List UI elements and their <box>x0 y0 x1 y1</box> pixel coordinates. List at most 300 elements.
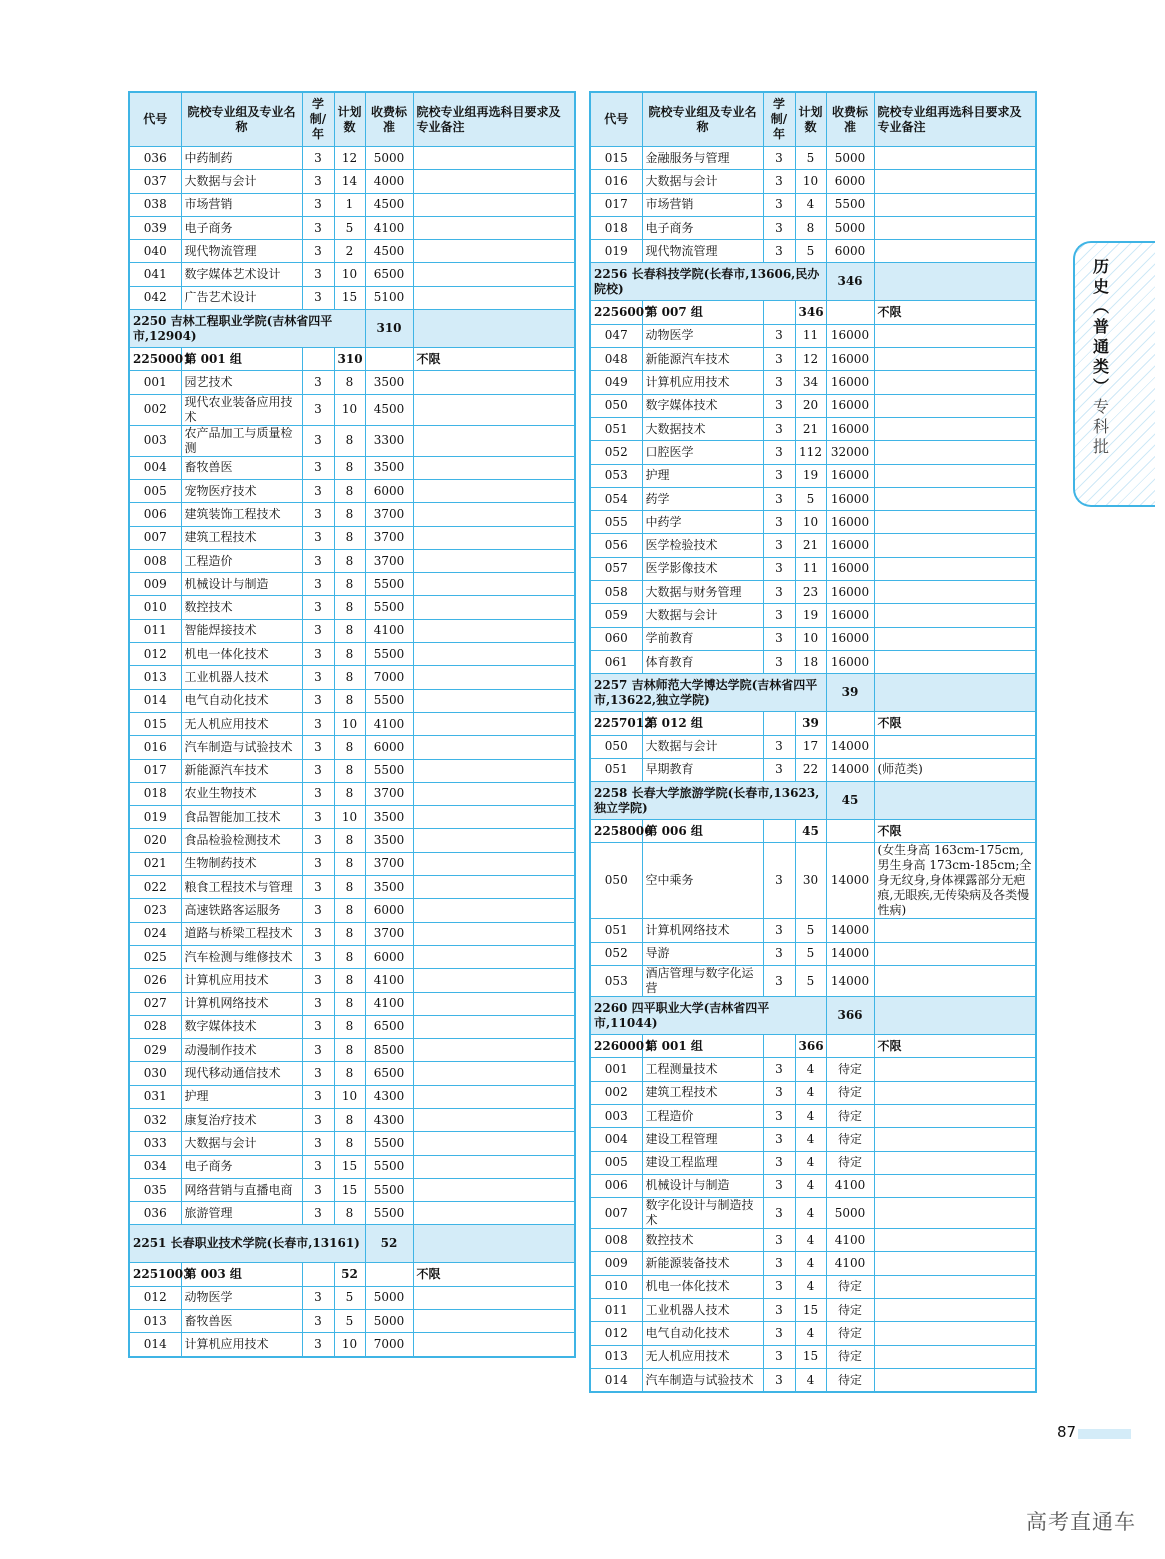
major-name: 汽车制造与试验技术 <box>181 736 302 759</box>
major-plan: 4 <box>795 1275 826 1298</box>
table-body-left <box>129 147 575 1357</box>
major-row <box>590 735 1036 758</box>
major-fee: 4100 <box>365 992 413 1015</box>
major-years: 3 <box>302 992 334 1015</box>
major-fee: 5500 <box>365 596 413 619</box>
major-plan: 8 <box>334 526 365 549</box>
major-fee: 4300 <box>365 1085 413 1108</box>
major-note <box>874 1058 1036 1081</box>
major-note <box>413 549 575 572</box>
major-code: 041 <box>129 263 181 286</box>
major-row <box>129 263 575 286</box>
major-note <box>874 1368 1036 1392</box>
major-fee: 4100 <box>826 1174 874 1197</box>
major-code: 013 <box>129 666 181 689</box>
group-name: 第 007 组 <box>642 301 763 324</box>
major-code: 049 <box>590 371 642 394</box>
major-name: 食品检验检测技术 <box>181 829 302 852</box>
major-fee: 5500 <box>826 193 874 216</box>
major-plan: 4 <box>795 1081 826 1104</box>
major-row <box>590 1081 1036 1104</box>
major-years: 3 <box>302 147 334 170</box>
major-plan: 8 <box>334 371 365 394</box>
major-plan: 8 <box>334 852 365 875</box>
major-plan: 15 <box>795 1298 826 1321</box>
major-years: 3 <box>763 371 795 394</box>
major-row <box>129 1310 575 1333</box>
major-row <box>129 193 575 216</box>
major-row <box>129 240 575 263</box>
major-row <box>129 573 575 596</box>
major-code: 051 <box>590 758 642 781</box>
major-row <box>129 503 575 526</box>
side-tab-char: 科 <box>1092 417 1109 436</box>
major-years: 3 <box>302 829 334 852</box>
major-plan: 10 <box>334 394 365 425</box>
group-fee <box>826 820 874 843</box>
major-plan: 10 <box>795 170 826 193</box>
major-fee: 4000 <box>365 170 413 193</box>
major-code: 039 <box>129 216 181 239</box>
major-years: 3 <box>302 503 334 526</box>
major-fee: 6500 <box>365 1062 413 1085</box>
major-row <box>590 534 1036 557</box>
school-plan: 39 <box>826 674 874 712</box>
major-plan: 12 <box>334 147 365 170</box>
major-years: 3 <box>302 1062 334 1085</box>
major-fee: 3700 <box>365 922 413 945</box>
major-code: 014 <box>129 689 181 712</box>
major-row <box>590 843 1036 919</box>
major-name: 口腔医学 <box>642 441 763 464</box>
major-plan: 34 <box>795 371 826 394</box>
page-number: 87 <box>1057 1423 1077 1441</box>
major-note <box>874 557 1036 580</box>
major-name: 市场营销 <box>642 193 763 216</box>
group-code: 2256007 <box>590 301 642 324</box>
major-note <box>413 969 575 992</box>
major-years: 3 <box>302 666 334 689</box>
major-plan: 4 <box>795 1128 826 1151</box>
major-row <box>129 945 575 968</box>
major-plan: 23 <box>795 581 826 604</box>
major-years: 3 <box>763 534 795 557</box>
side-tab-char: ︶ <box>1092 377 1109 396</box>
major-name: 无人机应用技术 <box>642 1345 763 1368</box>
school-row <box>590 782 1036 820</box>
major-fee: 6000 <box>365 479 413 502</box>
major-years: 3 <box>763 627 795 650</box>
major-name: 高速铁路客运服务 <box>181 899 302 922</box>
major-years: 3 <box>302 1085 334 1108</box>
major-code: 019 <box>129 806 181 829</box>
major-name: 生物制药技术 <box>181 852 302 875</box>
group-row <box>590 820 1036 843</box>
major-name: 大数据与会计 <box>642 170 763 193</box>
major-fee: 16000 <box>826 348 874 371</box>
major-note <box>413 147 575 170</box>
major-plan: 5 <box>795 240 826 263</box>
major-row <box>590 942 1036 965</box>
major-name: 网络营销与直播电商 <box>181 1178 302 1201</box>
school-note <box>874 997 1036 1035</box>
major-code: 051 <box>590 417 642 440</box>
major-note <box>413 899 575 922</box>
major-note <box>874 581 1036 604</box>
major-note <box>413 1333 575 1357</box>
major-row <box>129 806 575 829</box>
major-fee: 6000 <box>365 736 413 759</box>
major-plan: 14 <box>334 170 365 193</box>
page-number-bar <box>1078 1429 1131 1439</box>
major-code: 032 <box>129 1108 181 1131</box>
major-fee: 3500 <box>365 456 413 479</box>
major-code: 005 <box>129 479 181 502</box>
major-code: 037 <box>129 170 181 193</box>
school-note <box>874 263 1036 301</box>
major-code: 059 <box>590 604 642 627</box>
major-note <box>413 1310 575 1333</box>
major-fee: 3700 <box>365 526 413 549</box>
major-years: 3 <box>763 919 795 942</box>
major-note <box>413 806 575 829</box>
major-code: 020 <box>129 829 181 852</box>
major-years: 3 <box>302 263 334 286</box>
major-code: 010 <box>129 596 181 619</box>
school-row <box>590 997 1036 1035</box>
major-row <box>129 1132 575 1155</box>
major-years: 3 <box>763 1252 795 1275</box>
major-row <box>129 170 575 193</box>
major-code: 029 <box>129 1039 181 1062</box>
major-years: 3 <box>763 581 795 604</box>
major-name: 空中乘务 <box>642 843 763 919</box>
group-code: 2251003 <box>129 1263 181 1286</box>
major-row <box>129 992 575 1015</box>
major-fee: 4500 <box>365 240 413 263</box>
major-plan: 10 <box>334 806 365 829</box>
major-fee: 16000 <box>826 604 874 627</box>
major-plan: 1 <box>334 193 365 216</box>
major-fee: 16000 <box>826 557 874 580</box>
major-name: 电子商务 <box>181 1155 302 1178</box>
group-plan: 45 <box>795 820 826 843</box>
major-row <box>590 324 1036 347</box>
major-plan: 21 <box>795 534 826 557</box>
major-fee: 4100 <box>826 1229 874 1252</box>
major-note <box>874 193 1036 216</box>
major-row <box>129 1155 575 1178</box>
major-name: 建筑工程技术 <box>642 1081 763 1104</box>
major-code: 016 <box>129 736 181 759</box>
group-name: 第 012 组 <box>642 712 763 735</box>
major-name: 机械设计与制造 <box>642 1174 763 1197</box>
group-fee <box>826 301 874 324</box>
major-years: 3 <box>302 619 334 642</box>
header-fee: 收费标准 <box>826 92 874 147</box>
major-name: 智能焊接技术 <box>181 619 302 642</box>
major-code: 040 <box>129 240 181 263</box>
table-header-row <box>590 92 1036 147</box>
major-row <box>129 1015 575 1038</box>
major-row <box>590 348 1036 371</box>
major-row <box>590 557 1036 580</box>
major-plan: 5 <box>795 966 826 997</box>
major-row <box>590 371 1036 394</box>
major-years: 3 <box>763 147 795 170</box>
major-row <box>590 240 1036 263</box>
group-note: 不限 <box>413 1263 575 1286</box>
major-row <box>129 456 575 479</box>
major-fee: 5000 <box>365 1286 413 1309</box>
major-plan: 5 <box>334 216 365 239</box>
major-fee: 14000 <box>826 966 874 997</box>
table-header-row <box>129 92 575 147</box>
major-name: 工程测量技术 <box>642 1058 763 1081</box>
school-plan: 52 <box>365 1225 413 1263</box>
major-plan: 5 <box>795 942 826 965</box>
major-plan: 8 <box>334 899 365 922</box>
major-note <box>413 945 575 968</box>
major-years: 3 <box>763 1128 795 1151</box>
major-row <box>129 216 575 239</box>
major-name: 计算机应用技术 <box>181 1333 302 1357</box>
major-years: 3 <box>302 425 334 456</box>
major-note <box>413 240 575 263</box>
major-code: 010 <box>590 1275 642 1298</box>
major-note <box>874 147 1036 170</box>
major-fee: 8500 <box>365 1039 413 1062</box>
major-fee: 待定 <box>826 1368 874 1392</box>
major-row <box>129 969 575 992</box>
major-code: 047 <box>590 324 642 347</box>
major-row <box>129 549 575 572</box>
side-tab-char: 批 <box>1092 437 1109 456</box>
admission-table-left <box>128 91 576 1358</box>
major-plan: 5 <box>334 1286 365 1309</box>
major-plan: 10 <box>334 1333 365 1357</box>
major-note <box>413 425 575 456</box>
side-tab-char: 历 <box>1092 257 1109 276</box>
major-years: 3 <box>302 1039 334 1062</box>
major-plan: 8 <box>334 549 365 572</box>
major-plan: 5 <box>795 919 826 942</box>
side-tab-char: 通 <box>1092 337 1109 356</box>
major-plan: 8 <box>334 829 365 852</box>
major-name: 建筑装饰工程技术 <box>181 503 302 526</box>
major-row <box>129 899 575 922</box>
major-years: 3 <box>763 417 795 440</box>
group-row <box>590 301 1036 324</box>
header-name: 院校专业组及专业名称 <box>642 92 763 147</box>
major-note <box>413 992 575 1015</box>
major-code: 050 <box>590 394 642 417</box>
major-plan: 8 <box>334 1108 365 1131</box>
major-years: 3 <box>302 806 334 829</box>
major-plan: 8 <box>334 503 365 526</box>
major-years: 3 <box>302 1310 334 1333</box>
major-note <box>874 1229 1036 1252</box>
major-name: 大数据技术 <box>642 417 763 440</box>
major-note <box>413 456 575 479</box>
major-fee: 14000 <box>826 942 874 965</box>
major-years: 3 <box>302 170 334 193</box>
major-row <box>590 758 1036 781</box>
section-side-tab <box>1073 241 1155 507</box>
major-fee: 待定 <box>826 1151 874 1174</box>
major-name: 大数据与会计 <box>181 1132 302 1155</box>
major-years: 3 <box>763 758 795 781</box>
major-plan: 4 <box>795 1151 826 1174</box>
school-plan: 346 <box>826 263 874 301</box>
major-years: 3 <box>302 1178 334 1201</box>
major-name: 医学检验技术 <box>642 534 763 557</box>
major-code: 052 <box>590 942 642 965</box>
major-years: 3 <box>302 216 334 239</box>
major-fee: 3300 <box>365 425 413 456</box>
header-note: 院校专业组再选科目要求及专业备注 <box>413 92 575 147</box>
major-name: 电子商务 <box>181 216 302 239</box>
major-code: 017 <box>129 759 181 782</box>
major-plan: 10 <box>334 712 365 735</box>
major-fee: 待定 <box>826 1081 874 1104</box>
major-note <box>413 193 575 216</box>
major-plan: 8 <box>334 425 365 456</box>
major-code: 030 <box>129 1062 181 1085</box>
school-plan: 45 <box>826 782 874 820</box>
major-plan: 4 <box>795 1058 826 1081</box>
major-fee: 4100 <box>365 619 413 642</box>
major-plan: 19 <box>795 604 826 627</box>
major-row <box>129 371 575 394</box>
major-plan: 5 <box>795 147 826 170</box>
major-row <box>590 1151 1036 1174</box>
school-name: 2258 长春大学旅游学院(长春市,13623,独立学院) <box>590 782 826 820</box>
major-fee: 5500 <box>365 573 413 596</box>
group-note: 不限 <box>874 1035 1036 1058</box>
major-years: 3 <box>763 1229 795 1252</box>
major-note <box>413 1155 575 1178</box>
major-note <box>413 596 575 619</box>
major-plan: 11 <box>795 557 826 580</box>
side-tab-char: ︵ <box>1092 297 1109 316</box>
major-row <box>129 147 575 170</box>
major-years: 3 <box>763 1104 795 1127</box>
major-row <box>129 852 575 875</box>
major-years: 3 <box>763 1298 795 1321</box>
major-name: 大数据与会计 <box>642 735 763 758</box>
major-name: 工程造价 <box>642 1104 763 1127</box>
major-years: 3 <box>763 966 795 997</box>
school-name: 2251 长春职业技术学院(长春市,13161) <box>129 1225 365 1263</box>
major-name: 畜牧兽医 <box>181 1310 302 1333</box>
group-code: 2258006 <box>590 820 642 843</box>
group-code: 2257012 <box>590 712 642 735</box>
major-name: 建筑工程技术 <box>181 526 302 549</box>
major-plan: 8 <box>334 643 365 666</box>
major-name: 新能源汽车技术 <box>642 348 763 371</box>
major-plan: 4 <box>795 1198 826 1229</box>
major-name: 电气自动化技术 <box>642 1322 763 1345</box>
group-name: 第 001 组 <box>181 348 302 371</box>
major-name: 动物医学 <box>181 1286 302 1309</box>
major-code: 003 <box>590 1104 642 1127</box>
major-row <box>129 394 575 425</box>
major-code: 018 <box>129 782 181 805</box>
major-code: 007 <box>590 1198 642 1229</box>
side-tab-char: 专 <box>1092 397 1109 416</box>
major-fee: 4500 <box>365 394 413 425</box>
group-years <box>763 712 795 735</box>
major-fee: 待定 <box>826 1058 874 1081</box>
major-fee: 6000 <box>826 240 874 263</box>
major-years: 3 <box>763 170 795 193</box>
major-name: 护理 <box>181 1085 302 1108</box>
major-plan: 8 <box>334 1202 365 1225</box>
major-name: 数字化设计与制造技术 <box>642 1198 763 1229</box>
major-code: 012 <box>590 1322 642 1345</box>
major-row <box>590 1252 1036 1275</box>
major-plan: 4 <box>795 1229 826 1252</box>
major-note <box>874 1151 1036 1174</box>
major-row <box>590 487 1036 510</box>
major-fee: 16000 <box>826 324 874 347</box>
major-code: 021 <box>129 852 181 875</box>
major-years: 3 <box>302 922 334 945</box>
major-code: 011 <box>129 619 181 642</box>
major-note <box>413 1062 575 1085</box>
major-note <box>413 216 575 239</box>
header-code: 代号 <box>129 92 181 147</box>
school-name: 2260 四平职业大学(吉林省四平市,11044) <box>590 997 826 1035</box>
major-note <box>413 759 575 782</box>
school-name: 2250 吉林工程职业学院(吉林省四平市,12904) <box>129 310 365 348</box>
major-note <box>413 263 575 286</box>
major-code: 051 <box>590 919 642 942</box>
major-row <box>590 1298 1036 1321</box>
major-fee: 4100 <box>365 712 413 735</box>
major-row <box>129 1085 575 1108</box>
header-name: 院校专业组及专业名称 <box>181 92 302 147</box>
major-years: 3 <box>763 735 795 758</box>
major-code: 038 <box>129 193 181 216</box>
major-row <box>129 1039 575 1062</box>
major-fee: 16000 <box>826 371 874 394</box>
major-name: 护理 <box>642 464 763 487</box>
major-code: 005 <box>590 1151 642 1174</box>
group-row <box>129 348 575 371</box>
major-fee: 待定 <box>826 1345 874 1368</box>
group-code: 2250001 <box>129 348 181 371</box>
major-code: 002 <box>129 394 181 425</box>
major-note <box>413 1085 575 1108</box>
major-code: 024 <box>129 922 181 945</box>
major-plan: 15 <box>795 1345 826 1368</box>
major-code: 036 <box>129 1202 181 1225</box>
major-plan: 5 <box>795 487 826 510</box>
major-years: 3 <box>302 479 334 502</box>
major-code: 033 <box>129 1132 181 1155</box>
major-plan: 8 <box>334 479 365 502</box>
major-plan: 21 <box>795 417 826 440</box>
major-code: 036 <box>129 147 181 170</box>
major-row <box>129 479 575 502</box>
major-row <box>129 596 575 619</box>
group-row <box>129 1263 575 1286</box>
major-code: 008 <box>590 1229 642 1252</box>
major-fee: 14000 <box>826 919 874 942</box>
major-name: 电子商务 <box>642 216 763 239</box>
